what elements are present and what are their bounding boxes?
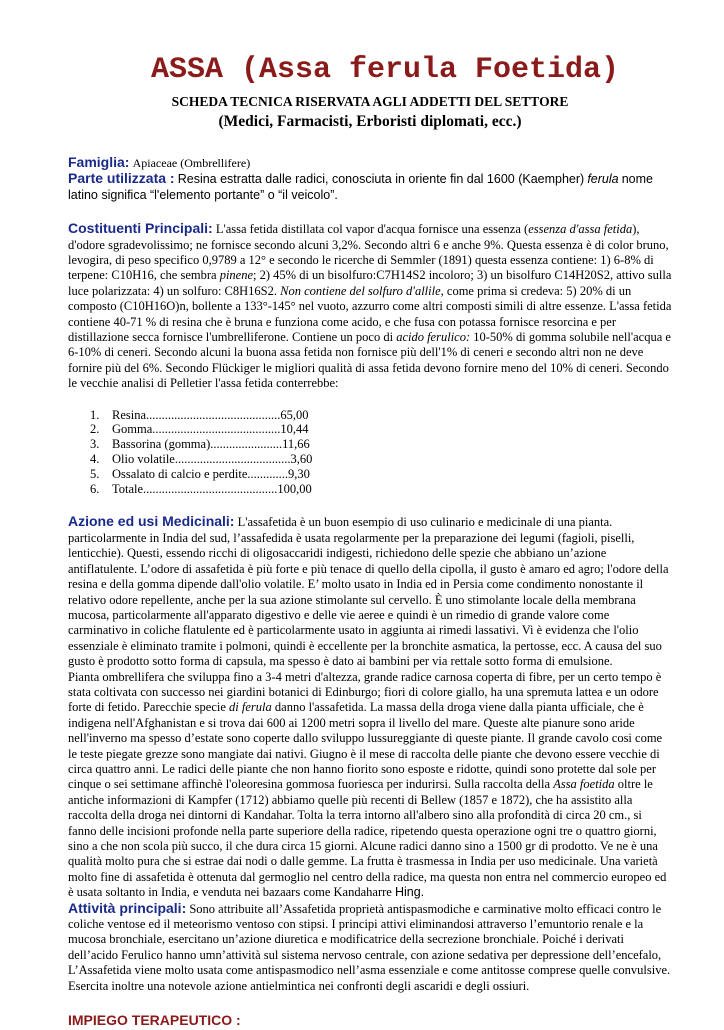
composition-list bbox=[68, 408, 672, 497]
azione-text-4: oltre le antiche informazioni di Kampfer (1712) abbiamo quelle più recenti di Bellew (1857 e 1872), che ha assistito alla raccolta della droga nei dintorni di Kandahar. Tolta la terra intorno all'albero sino alla profondità di circa 20 cm., si fanno delle incisioni profonde nella parte superiore della radice, ripetendo questa operazione ogni tre o quattro giorni, sino a che non scola più succo, il che dura circa 15 giorni. Alcune radici danno sino a 1500 gr di prodotto. Ve ne è una qualità molto pura che si estrae dai nodi o dalle gemme. La frutta è trasmessa in India per uso medicinale. Una varietà molto fine di assafetida è ottenuta dal germoglio nel centro della radice, ma questa non entra nel commercio europeo ed è usata soltanto in India, e venduta nei bazaars come Kandaharre bbox=[68, 777, 667, 900]
famiglia-section bbox=[68, 155, 672, 171]
attivita-text: Sono attribuite all’Assafetida proprietà antispasmodiche e carminative molto efficaci contro le coliche ventose ed il meteorismo ventoso con stipsi. I principi attivi eliminandosi attraverso l’emuntorio renale e la mucosa bronchiale, esercitano un’azione diuretica e modificatrice della secrezione bronchiale. Poiché i derivati dell’acido Ferulico hanno umn’attività sul sistema nervoso centrale, con azione sedativa per depressione dell’encefalo, L’Assafetida viene molto usata come antispasmodico nell’asma essenziale e come antitosse comprese quelle convulsive. Esercita inoltre una notevole azione antielmintica nei confronti degli ascaridi e degli ossiuri. bbox=[68, 901, 671, 993]
document-title: ASSA (Assa ferula Foetida) bbox=[150, 53, 620, 87]
costituenti-italic-4: acido ferulico: bbox=[396, 330, 471, 345]
list-item: 3. Bassorina (gomma).......................11,66 bbox=[90, 437, 310, 452]
costituenti-italic-2: pinene bbox=[219, 268, 254, 283]
list-item: 1. Resina...........................................65,00 bbox=[90, 407, 309, 422]
list-item: 6. Totale...........................................100,00 bbox=[90, 481, 312, 496]
list-item: 4. Olio volatile.....................................3,60 bbox=[90, 452, 313, 467]
azione-italic-2: Assa foetida bbox=[553, 777, 615, 792]
impiego-heading: IMPIEGO TERAPEUTICO : bbox=[68, 1012, 241, 1029]
list-item: 2. Gomma.........................................10,44 bbox=[90, 422, 309, 437]
costituenti-section bbox=[68, 221, 672, 496]
document-page bbox=[68, 52, 672, 1030]
costituenti-text-2: ), d'odore sgradevolissimo; ne fornisce secondo alcuni 3,2%. Secondo altri 6 e anche 9%. Questa essenza è di color bruno, levogira, di peso specifico 0,9789 a 12° e secondo le ricerche di Semmler (1891) questa essenza contiene: 1) 6-8% di terpene: C10H16, che sembra bbox=[68, 222, 669, 283]
costituenti-italic-3: Non contiene del solfuro d'allile bbox=[280, 283, 441, 298]
costituenti-text-4: , come prima si credeva: 5) 20% di un composto (C10H16O)n, bollente a 133°-145° nel vuoto, azzurro come altri composti simili di altre essenze. L'assa fetida contiene 40-71 % di resina che è bruna e funziona come acido, e che fusa con potassa fornisce resorcina e per distillazione secca fornisce l'umbrelliferone. Contiene un poco di bbox=[68, 283, 672, 345]
parte-italic: ferula bbox=[587, 172, 619, 187]
document-subtitle: SCHEDA TECNICA RISERVATA AGLI ADDETTI DEL SETTORE bbox=[171, 94, 569, 109]
costituenti-heading: Costituenti Principali: bbox=[68, 220, 213, 237]
azione-text-2: Pianta ombrellifera che sviluppa fino a 3-4 metri d'altezza, grande radice carnosa coperta di fibre, per un certo tempo è stata coltivata con successo nei giardini botanici di Edinburgo; fiori di colore giallo, ha una spremuta lattea e un odore forte di fetido. Parecchie specie bbox=[68, 669, 662, 715]
azione-italic: di ferula bbox=[229, 700, 272, 715]
costituenti-text: L'assa fetida distillata col vapor d'acqua fornisce una essenza ( bbox=[215, 222, 529, 237]
azione-heading: Azione ed usi Medicinali: bbox=[68, 513, 235, 530]
impiego-section bbox=[68, 1012, 672, 1030]
parte-section bbox=[68, 171, 672, 203]
azione-text-3: danno l'assafetida. La massa della droga viene dalla pianta ufficiale, che è indigena nell'Afghanistan e si trova dai 600 ai 1200 metri sopra il livello del mare. Queste alte pianure sono aride nell'inverno ma spesso d’estate sono coperte dallo sviluppo lussureggiante di queste piante. Il grande cavolo cosi come le teste piegate grezze sono mangiate dai nativi. Giugno è il mese di raccolta delle piante che devono essere vecchie di circa quattro anni. Le radici delle piante che non hanno fiorito sono esposte e ridotte, quindi sono protette dal sole per cinque o sei settimane affinchè l'oleoresina gommosa fuoriesca per indurirsi. Sulla raccolta della bbox=[68, 700, 663, 792]
costituenti-text-3: ; 2) 45% di un bisolfuro:C7H14S2 incoloro; 3) un bisolfuro C14H20S2, attivo sulla luce polarizzata: 4) un solfuro: C8H16S2. bbox=[68, 268, 672, 298]
azione-text: L'assafetida è un buon esempio di uso culinario e medicinale di una pianta. particolarmente in India del sud, l’assafedida è usata regolarmente per la preparazione dei legumi (fagioli, piselli, lenticchie). Questi, essendo ricchi di oligosaccaridi indigesti, richiedono delle spezie che abbiano un’azione antiflatulente. L’odore di assafetida è più forte e più tenace di quello della cipolla, il gusto è amaro ed agro; l'odore della resina e della gomma dipende dall'olio volatile. E’ molto usato in India ed in Persia come condimento nonostante il relativo odore repellente, anche per la sua azione stimolante sul cervello. È uno stimolante locale della membrana mucosa, particolarmente all'apparato digestivo e delle vie aeree e quindi è un rimedio di grande valore come carminativo in coliche flatulente ed è particolarmente usato in aggiunta ai rimedi lassativi. Vi è evidenza che l'olio essenziale è eliminato tramite i polmoni, quindi è eccellente per la bronchite asmatica, la pertosse, ecc. A causa del suo gusto è prodotto sotto forma di capsula, ma spesso è dato ai bambini per via rettale sotto forma di emulsione. bbox=[68, 515, 669, 669]
famiglia-value: Apiaceae (Ombrellifere) bbox=[132, 156, 251, 170]
parte-text: Resina estratta dalle radici, conosciuta in oriente fin dal 1600 (Kaempher) bbox=[177, 172, 585, 187]
azione-text-end: Hing. bbox=[394, 885, 425, 900]
azione-section bbox=[68, 514, 672, 900]
parte-text-end: nome latino significa “l'elemento portante” o “il veicolo”. bbox=[68, 172, 654, 202]
attivita-heading: Attività principali: bbox=[68, 899, 187, 916]
costituenti-italic: essenza d'assa fetida bbox=[528, 222, 633, 237]
costituenti-text-5: 10-50% di gomma solubile nell'acqua e 6-10% di ceneri. Secondo alcuni la buona assa fetida non fornisce più dell'1% di ceneri e secondo altri non ne deve fornire più del 6%. Secondo Flückiger le migliori qualità di assa fetida devono fornire meno del 10% di ceneri. Secondo le vecchie analisi di Pelletier l'assa fetida conterrebbe: bbox=[68, 330, 671, 391]
document-audience: (Medici, Farmacisti, Erboristi diplomati, ecc.) bbox=[218, 113, 522, 130]
famiglia-heading: Famiglia: bbox=[68, 154, 130, 170]
parte-heading: Parte utilizzata : bbox=[68, 170, 175, 187]
list-item: 5. Ossalato di calcio e perdite.............9,30 bbox=[90, 466, 310, 481]
attivita-section bbox=[68, 901, 672, 994]
